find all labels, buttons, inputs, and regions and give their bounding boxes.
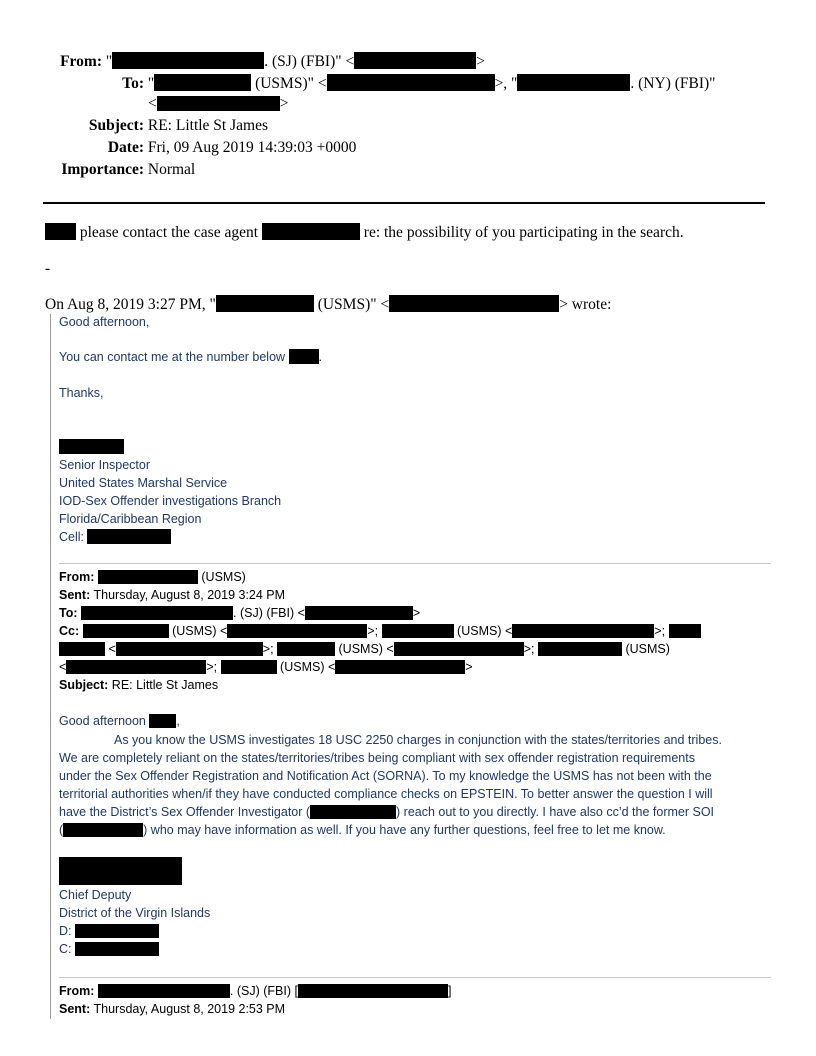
msg2-to-text: . (SJ) (FBI) < — [233, 606, 305, 620]
msg2-sig-d — [59, 922, 159, 940]
cc-text: (USMS) < — [276, 660, 336, 674]
quote-intro-b: (USMS)" < — [313, 296, 390, 313]
redaction — [66, 660, 206, 674]
msg2-subject-row — [59, 676, 218, 694]
msg1-contact-end: . — [318, 350, 323, 364]
redaction — [98, 984, 230, 998]
msg2-sig-district: District of the Virgin Islands — [59, 906, 211, 920]
redaction — [394, 642, 524, 656]
quote-intro-a: On Aug 8, 2019 3:27 PM, " — [45, 296, 216, 313]
msg2-to-row — [59, 604, 420, 622]
msg2-body-line-6 — [59, 821, 666, 839]
redaction — [512, 624, 654, 638]
msg2-cc-row-3 — [59, 658, 473, 676]
msg2-subject-value: RE: Little St James — [108, 678, 219, 692]
redaction — [63, 823, 143, 837]
d-label: D: — [59, 924, 75, 938]
msg2-cc-label: Cc: — [59, 624, 80, 638]
header-from-row — [27, 52, 485, 72]
redaction — [83, 624, 169, 638]
reply-text-b: re: the possibility of you participating in the search. — [359, 224, 684, 241]
redaction — [45, 223, 76, 240]
header-date-row — [27, 138, 356, 158]
msg2-greeting — [59, 712, 180, 730]
from-label: From: — [60, 53, 102, 70]
body-text: ( — [59, 823, 64, 837]
redaction — [538, 642, 622, 656]
msg1-thanks: Thanks, — [59, 386, 104, 400]
subject-label: Subject: — [88, 117, 144, 134]
msg2-subject-label: Subject: — [59, 678, 109, 692]
redaction — [305, 606, 413, 620]
redaction — [81, 606, 233, 620]
msg2-from-label: From: — [59, 570, 95, 584]
redaction — [221, 660, 277, 674]
msg1-contact-line — [59, 348, 322, 366]
cell-label: Cell: — [59, 530, 88, 544]
msg2-body-line-4: territorial authorities when/if they have conducted compliance checks on EPSTEIN. To better answer the question I will — [59, 787, 713, 801]
date-value: Fri, 09 Aug 2019 14:39:03 +0000 — [147, 139, 357, 156]
redaction — [335, 660, 465, 674]
header-to-row-cont — [148, 94, 289, 114]
msg2-sent-row — [59, 586, 285, 604]
redaction — [262, 223, 360, 240]
cc-text: < — [59, 660, 67, 674]
cc-text: >; — [262, 642, 278, 656]
msg2-cc-row-1 — [59, 622, 701, 640]
header-divider — [43, 202, 765, 204]
msg3-divider — [59, 977, 771, 978]
msg1-sig-title: Senior Inspector — [59, 458, 151, 472]
redaction — [154, 74, 251, 91]
redaction — [517, 74, 630, 91]
redaction — [149, 714, 176, 728]
msg3-sent-value: Thursday, August 8, 2019 2:53 PM — [90, 1002, 286, 1016]
msg1-sig-cell — [59, 528, 171, 546]
msg2-to-label: To: — [59, 606, 78, 620]
redaction — [98, 570, 198, 584]
quote-bar — [50, 314, 51, 1019]
redaction — [75, 942, 159, 956]
cc-text: (USMS) < — [335, 642, 394, 656]
msg3-from-label: From: — [59, 984, 95, 998]
msg2-divider — [59, 563, 771, 564]
redaction — [389, 295, 559, 312]
msg2-body-line-3: under the Sex Offender Registration and Notification Act (SORNA). To my knowledge the USMS has not been with the — [59, 769, 712, 783]
reply-dash: - — [45, 260, 51, 277]
body-text: ) who may have information as well. If you have any further questions, feel free to let me know. — [143, 823, 666, 837]
redaction — [327, 74, 495, 91]
redaction — [354, 52, 476, 69]
msg2-cc-row-2 — [59, 640, 670, 658]
to-close: > — [279, 95, 289, 112]
msg1-sig-branch: IOD-Sex Offender investigations Branch — [59, 494, 282, 508]
msg3-from-row — [59, 982, 451, 1000]
header-subject-row — [27, 116, 268, 136]
redaction — [310, 805, 396, 819]
cc-text: > — [465, 660, 473, 674]
msg2-sent-value: Thursday, August 8, 2019 3:24 PM — [90, 588, 286, 602]
redaction — [669, 624, 701, 638]
msg2-from-row — [59, 568, 246, 586]
redaction — [298, 984, 448, 998]
header-importance-row — [27, 160, 195, 180]
msg1-contact-text: You can contact me at the number below — [59, 350, 289, 364]
redaction — [289, 349, 319, 364]
redaction — [227, 624, 367, 638]
msg2-sig-c — [59, 940, 159, 958]
from-quote: " — [105, 53, 113, 70]
importance-label: Importance: — [61, 161, 144, 178]
from-close: > — [476, 53, 485, 70]
importance-value: Normal — [147, 161, 196, 178]
cc-text: >; — [206, 660, 221, 674]
quote-intro — [45, 295, 611, 315]
date-label: Date: — [107, 139, 144, 156]
to-org-2: . (NY) (FBI)" — [630, 75, 716, 92]
msg3-sent-label: Sent: — [59, 1002, 91, 1016]
msg3-from-close: ] — [447, 984, 452, 998]
to-quote: " — [147, 75, 155, 92]
subject-value: RE: Little St James — [147, 117, 268, 134]
redaction — [216, 295, 314, 312]
to-org-1: (USMS)" < — [251, 75, 327, 92]
redaction — [75, 924, 159, 938]
msg2-body-line-1: As you know the USMS investigates 18 USC 2250 charges in conjunction with the states/territories and tribes. — [114, 733, 722, 747]
msg2-to-close: > — [412, 606, 421, 620]
reply-text-a: please contact the case agent — [76, 224, 262, 241]
greeting-end: , — [176, 714, 180, 728]
cc-text: >; — [523, 642, 538, 656]
msg2-body-line-2: We are completely reliant on the states/territories/tribes being compliant with sex offender registration requirements — [59, 751, 695, 765]
greeting-text: Good afternoon — [59, 714, 150, 728]
msg1-sig-org: United States Marshal Service — [59, 476, 228, 490]
body-text: have the District’s Sex Offender Investigator ( — [59, 805, 311, 819]
cc-text: (USMS) < — [168, 624, 228, 638]
msg3-sent-row — [59, 1000, 285, 1018]
reply-line — [45, 223, 684, 243]
body-text: ) reach out to you directly. I have also cc’d the former SOI — [396, 805, 715, 819]
cc-text: >; — [367, 624, 382, 638]
msg2-sent-label: Sent: — [59, 588, 91, 602]
cc-text: < — [105, 642, 116, 656]
quote-intro-c: > wrote: — [559, 296, 612, 313]
redaction — [112, 52, 264, 69]
to-label: To: — [122, 75, 144, 92]
msg1-greeting: Good afternoon, — [59, 315, 150, 329]
cc-text: (USMS) < — [453, 624, 513, 638]
redaction — [87, 529, 171, 544]
redaction — [382, 624, 454, 638]
from-org: . (SJ) (FBI)" < — [264, 53, 355, 70]
msg2-from-text: (USMS) — [197, 570, 246, 584]
to-sep: >, " — [494, 75, 518, 92]
redaction — [59, 642, 105, 656]
to-open: < — [148, 95, 157, 112]
msg3-from-text: . (SJ) (FBI) [ — [229, 984, 298, 998]
c-label: C: — [59, 942, 75, 956]
msg1-sig-name-redaction — [59, 439, 124, 454]
msg2-sig-name-redaction — [59, 857, 182, 885]
redaction — [116, 642, 263, 656]
header-to-row — [27, 74, 716, 94]
cc-text: (USMS) — [621, 642, 670, 656]
msg2-sig-title: Chief Deputy — [59, 888, 132, 902]
msg1-sig-region: Florida/Caribbean Region — [59, 512, 202, 526]
msg2-body-line-5 — [59, 803, 714, 821]
redaction — [157, 96, 280, 111]
redaction — [277, 642, 335, 656]
cc-text: >; — [654, 624, 666, 638]
